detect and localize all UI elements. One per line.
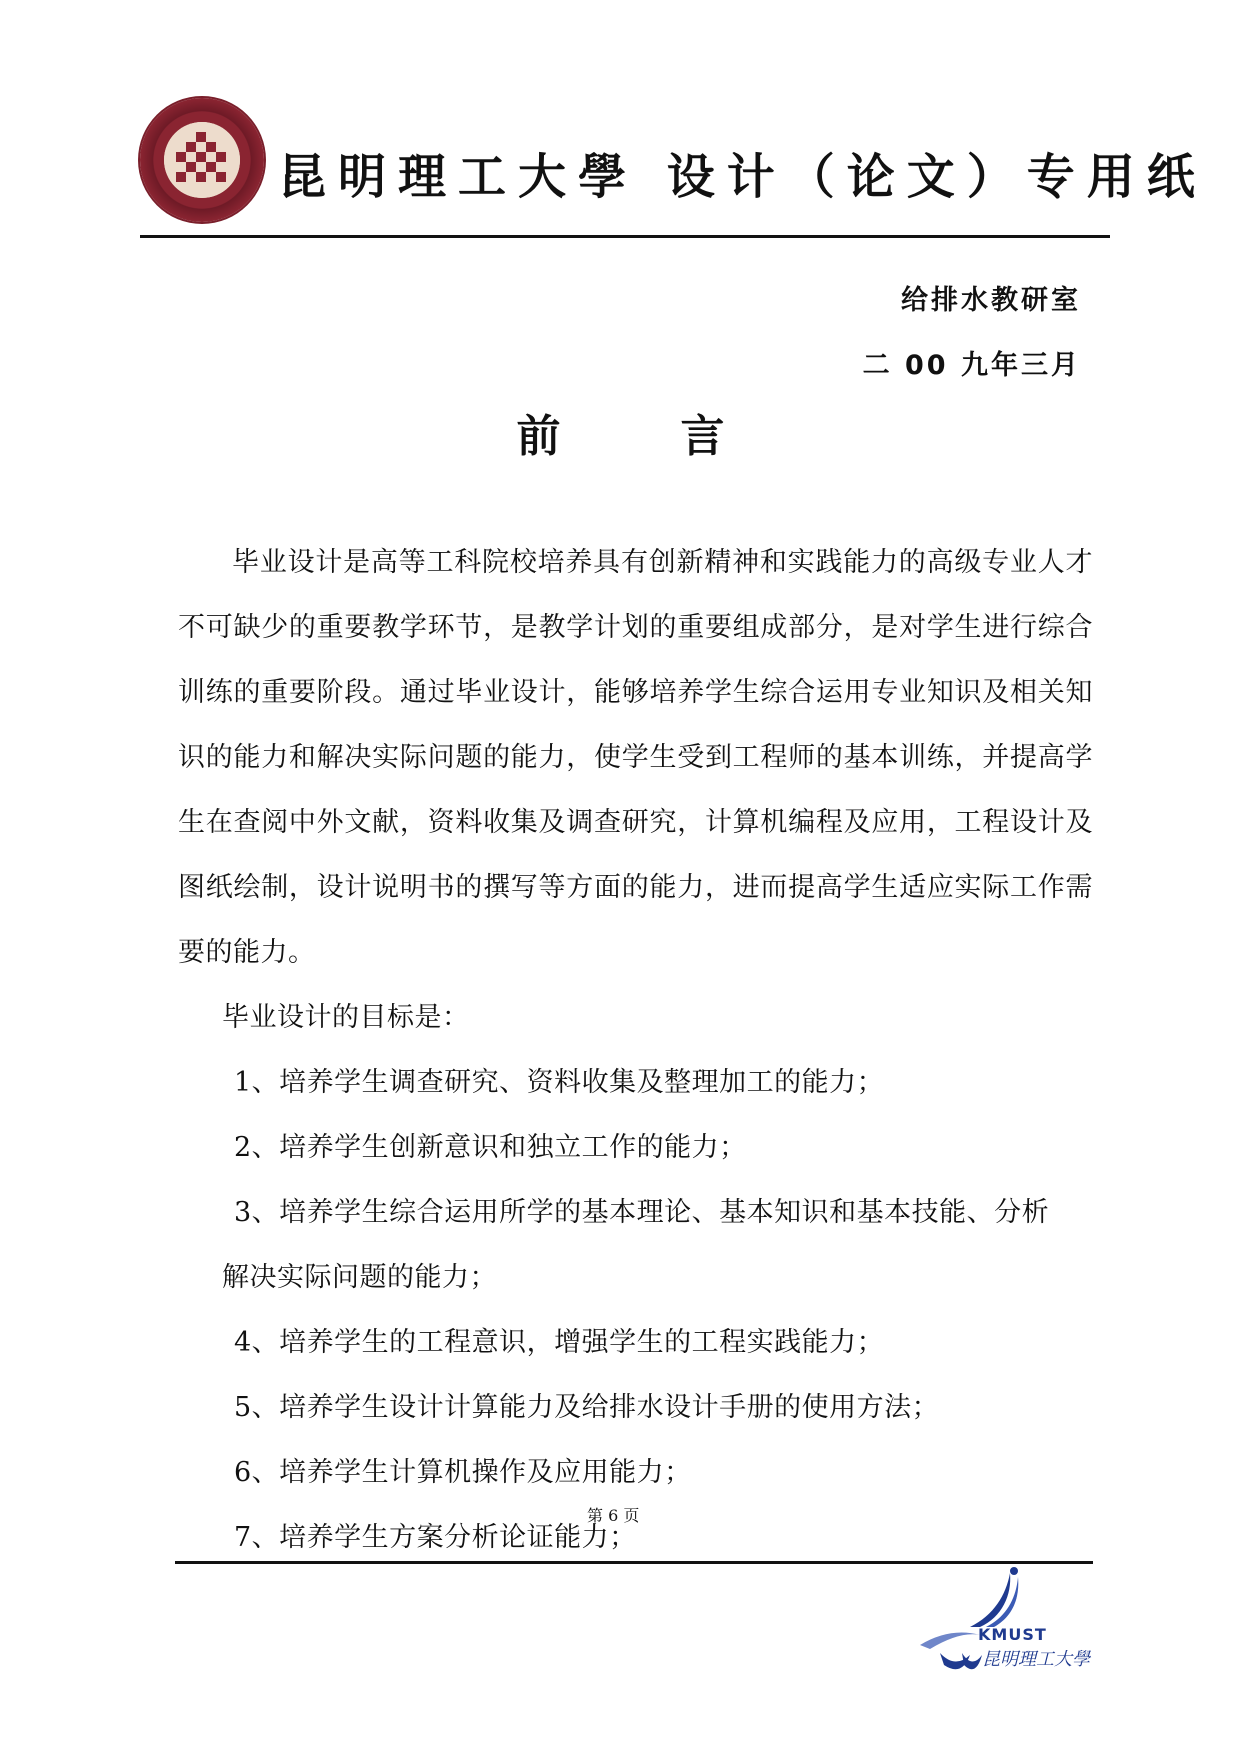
goal-item-4: 4、培养学生的工程意识，增强学生的工程实践能力； <box>234 1327 885 1358</box>
footer-university-name: 昆明理工大學 <box>982 1649 1090 1670</box>
goal-item-2: 2、培养学生创新意识和独立工作的能力； <box>234 1132 747 1163</box>
university-seal <box>140 98 264 222</box>
heading-part-1: 前 <box>516 411 561 462</box>
goal-item-1: 1、培养学生调查研究、资料收集及整理加工的能力； <box>234 1067 885 1098</box>
goal-item-7: 7、培养学生方案分析论证能力； <box>234 1522 637 1553</box>
date-label: 二 00 九年三月 <box>862 350 1081 381</box>
goals-intro: 毕业设计的目标是： <box>222 1002 470 1033</box>
seal-emblem <box>164 122 240 198</box>
footer-rule <box>175 1561 1093 1564</box>
intro-paragraph: 毕业设计是高等工科院校培养具有创新精神和实践能力的高级专业人才不可缺少的重要教学环节，是教学计划的重要组成部分，是对学生进行综合训练的重要阶段。通过毕业设计，能够培养学生综合运用专业知识及相关知识的能力和解决实际问题的能力，使学生受到工程师的基本训练，并提高学生在查阅中外文献，资料收集及调查研究，计算机编程及应用，工程设计及图纸绘制，设计说明书的撰写等方面的能力，进而提高学生适应实际工作需要的能力。 <box>178 547 1093 968</box>
page-heading <box>0 400 1241 464</box>
footer-logo <box>910 1565 1090 1675</box>
goal-item-5: 5、培养学生设计计算能力及给排水设计手册的使用方法； <box>234 1392 940 1423</box>
footer-logo-text: KMUST <box>978 1625 1047 1644</box>
page-number: 第 6 页 <box>587 1506 640 1525</box>
office-label: 给排水教研室 <box>901 285 1081 316</box>
header-title: 昆明理工大學 设计（论文）专用纸 <box>278 149 1207 205</box>
goal-item-3: 3、培养学生综合运用所学的基本理论、基本知识和基本技能、分析 <box>234 1197 1050 1228</box>
header-rule <box>140 235 1110 238</box>
heading-part-2: 言 <box>680 411 725 462</box>
body-text <box>178 530 1093 1570</box>
goal-item-6: 6、培养学生计算机操作及应用能力； <box>234 1457 692 1488</box>
goal-item-3-continued: 解决实际问题的能力； <box>222 1262 497 1293</box>
seal-checker-icon <box>164 122 240 198</box>
